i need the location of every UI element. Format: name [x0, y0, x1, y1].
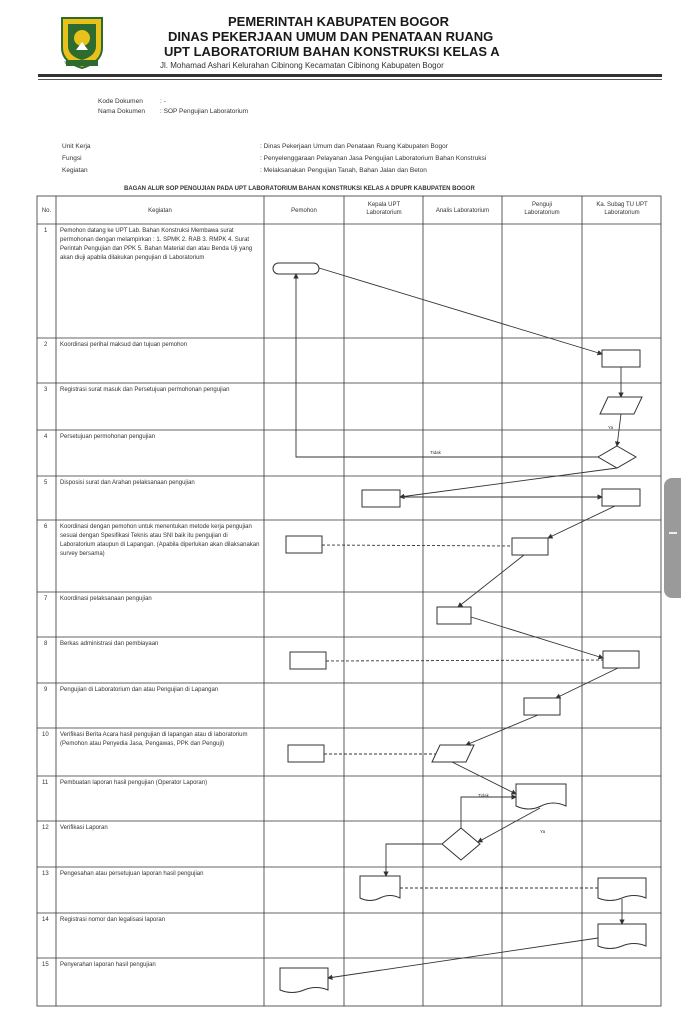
flow-6-7	[458, 555, 524, 607]
flow-4-5	[400, 468, 617, 497]
meta-label-kegiatan: Kegiatan	[62, 167, 88, 174]
label-tidak-1: Tidak	[430, 450, 441, 455]
data-shape-3	[600, 397, 642, 414]
meta-label-unit: Unit Kerja	[62, 143, 91, 150]
handle-grip-icon	[669, 532, 677, 534]
process-box-6b	[512, 538, 548, 555]
row-no: 5	[44, 480, 48, 486]
process-box-8b	[603, 651, 639, 668]
row-kegiatan: Koordinasi dengan pemohon untuk menentukan metode kerja pengujian sesuai dengan Spesifikasi Teknis atau SNI baik itu pengujian di Laboratorium ataupun di Lapangan. (Apabila diperlukan akan dilaksanakan survey bersama)	[60, 524, 260, 557]
flow-12-tidak	[461, 797, 516, 828]
row-no: 8	[44, 641, 48, 647]
col-header-kegiatan: Kegiatan	[148, 208, 172, 214]
nama-dokumen-value: : SOP Pengujian Laboratorium	[160, 108, 249, 115]
document-11	[516, 784, 566, 809]
flow-6-dashed	[322, 545, 512, 546]
row-kegiatan: Disposisi surat dan Arahan pelaksanaan pengujian	[60, 480, 195, 486]
table-title: BAGAN ALUR SOP PENGUJIAN PADA UPT LABORATORIUM BAHAN KONSTRUKSI KELAS A DPUPR KABUPATEN BOGOR	[124, 186, 475, 192]
process-box-6a	[286, 536, 322, 553]
flow-11-12	[478, 808, 540, 842]
row-no: 9	[44, 687, 48, 693]
header-address: Jl. Mohamad Ashari Kelurahan Cibinong Kecamatan Cibinong Kabupaten Bogor	[160, 61, 444, 70]
header-line-1: PEMERINTAH KABUPATEN BOGOR	[228, 14, 449, 29]
kode-dokumen-label: Kode Dokumen	[98, 98, 143, 105]
flow-8-dashed	[326, 660, 603, 661]
document-15	[280, 968, 328, 993]
label-ya-1: Ya	[608, 425, 614, 430]
logo-caption: TEGAR BERIMAN	[64, 60, 98, 65]
flow-1-2	[319, 268, 602, 354]
process-box-7	[437, 607, 471, 624]
flow-5-6	[548, 506, 615, 538]
kode-dokumen-value: : -	[160, 98, 166, 105]
process-box-9	[524, 698, 560, 715]
col-header-pemohon: Pemohon	[291, 208, 317, 214]
row-no: 13	[42, 871, 49, 877]
row-no: 2	[44, 342, 48, 348]
nama-dokumen-label: Nama Dokumen	[98, 108, 145, 115]
row-kegiatan: Pengujian di Laboratorium dan atau Pengujian di Lapangan	[60, 687, 219, 693]
row-no: 1	[44, 228, 48, 234]
row-no: 14	[42, 917, 49, 923]
row-kegiatan: Verifikasi Berita Acara hasil pengujian di lapangan atau di laboratorium (Pemohon atau Penyedia Jasa, Pengawas, PPK dan Penguji)	[60, 732, 248, 747]
flow-12-13	[386, 844, 442, 876]
row-kegiatan: Koordinasi perihal maksud dan tujuan pemohon	[60, 342, 188, 348]
flow-7-8	[471, 617, 603, 658]
side-panel-handle[interactable]	[664, 478, 681, 598]
row-no: 7	[44, 596, 48, 602]
process-box-5b	[602, 489, 640, 506]
col-header-kasubag: Ka. Subag TU UPT Laboratorium	[596, 202, 648, 216]
process-box-10	[288, 745, 324, 762]
data-shape-10	[432, 745, 474, 762]
document-14	[598, 924, 646, 949]
row-kegiatan: Berkas administrasi dan pembiayaan	[60, 641, 159, 647]
row-kegiatan: Penyerahan laporan hasil pengujian	[60, 962, 156, 968]
process-box-8a	[290, 652, 326, 669]
row-no: 15	[42, 962, 49, 968]
meta-label-fungsi: Fungsi	[62, 155, 82, 162]
col-header-analis: Analis Laboratorium	[435, 208, 490, 214]
row-kegiatan: Pembuatan laporan hasil pengujian (Operator Laporan)	[60, 780, 208, 786]
col-header-kepala: Kepala UPT Laboratorium	[366, 202, 402, 216]
row-no: 4	[44, 434, 48, 440]
document-13a	[360, 876, 400, 901]
process-box-5a	[362, 490, 400, 507]
header-line-2: DINAS PEKERJAAN UMUM DAN PENATAAN RUANG	[168, 29, 494, 44]
header-line-3: UPT LABORATORIUM BAHAN KONSTRUKSI KELAS A	[164, 44, 500, 59]
row-no: 10	[42, 732, 49, 738]
row-kegiatan: Pemohon datang ke UPT Lab. Bahan Konstruksi Membawa surat permohonan dengan melampirkan : 1. SPMK 2. RAB 3. RMPK 4. Surat Perintah Pengujian dan PPK 5. Bahan Material dan atau Benda Uji yang akan diuji apabila dilakukan pengujian di Laboratorium	[60, 228, 253, 261]
process-box-2	[602, 350, 640, 367]
col-header-no: No.	[41, 208, 52, 214]
document-13b	[598, 878, 646, 901]
flow-10-11	[452, 762, 516, 794]
meta-value-unit: : Dinas Pekerjaan Umum dan Penataan Ruang Kabupaten Bogor	[260, 143, 448, 150]
decision-12	[442, 828, 480, 860]
meta-value-kegiatan: : Melaksanakan Pengujian Tanah, Bahan Jalan dan Beton	[260, 167, 427, 174]
row-no: 3	[44, 387, 48, 393]
col-header-penguji: Penguji Laboratorium	[524, 202, 560, 216]
decision-4	[598, 446, 636, 468]
start-terminator	[273, 263, 319, 274]
row-no: 12	[42, 825, 49, 831]
row-no: 6	[44, 524, 48, 530]
row-kegiatan: Pengesahan atau persetujuan laporan hasil pengujian	[60, 871, 204, 877]
row-kegiatan: Verifikasi Laporan	[60, 825, 108, 831]
label-tidak-2: Tidak	[478, 793, 489, 798]
row-kegiatan: Persetujuan permohonan pengujian	[60, 434, 156, 440]
row-kegiatan: Koordinasi pelaksanaan pengujian	[60, 596, 152, 602]
label-ya-2: Ya	[540, 829, 546, 834]
row-kegiatan: Registrasi surat masuk dan Persetujuan permohonan pengujian	[60, 387, 230, 393]
row-kegiatan: Registrasi nomor dan legalisasi laporan	[60, 917, 166, 923]
row-no: 11	[42, 780, 49, 786]
meta-value-fungsi: : Penyelenggaraan Pelayanan Jasa Pengujian Laboratorium Bahan Konstruksi	[260, 155, 487, 162]
flow-4-tidak	[296, 274, 598, 457]
